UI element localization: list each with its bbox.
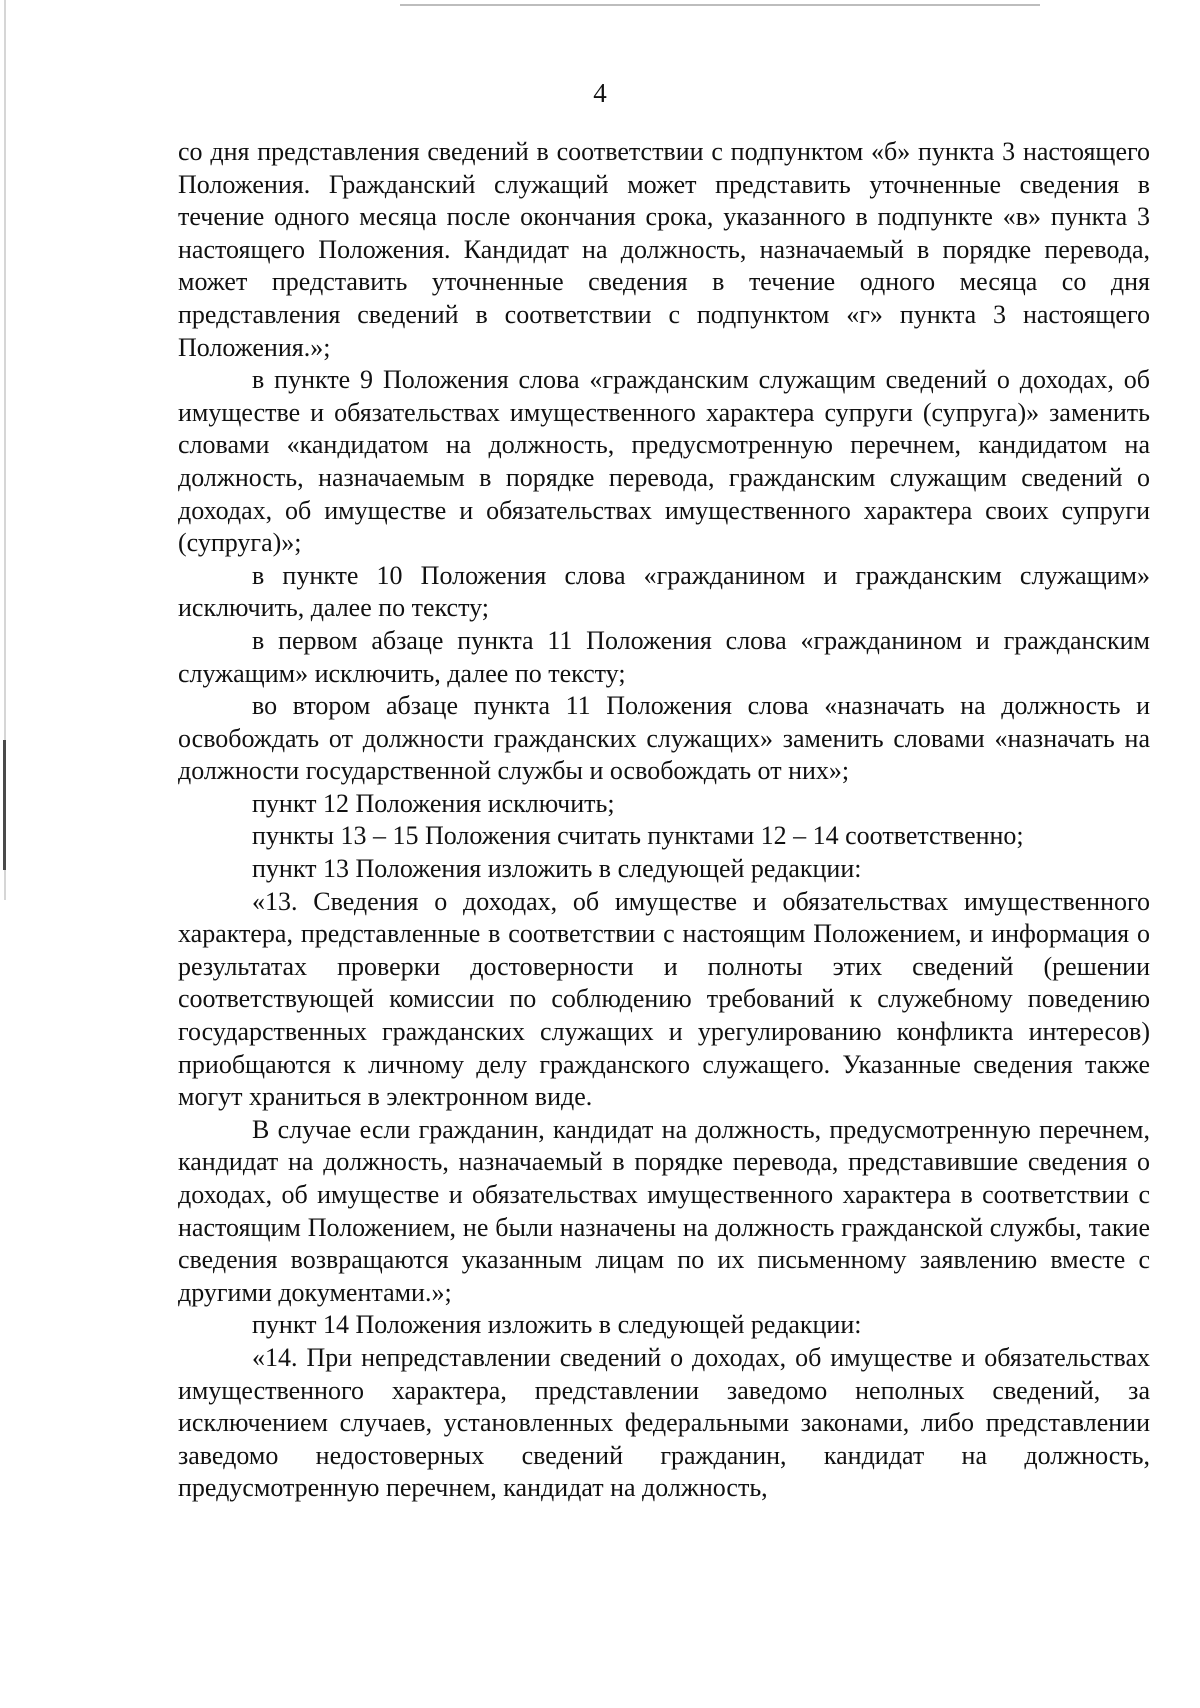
page-number: 4: [593, 78, 607, 108]
paragraph-3: в пункте 10 Положения слова «гражданином и гражданским служащим» исключить, далее по тексту;: [178, 560, 1150, 623]
paragraph-1: со дня представления сведений в соответствии с подпунктом «б» пункта 3 настоящего Положения. Гражданский служащий может представить уточненные сведения в течение одного месяца после окончания срока, указанного в подпункте «в» пункта 3 настоящего Положения. Кандидат на должность, назначаемый в порядке перевода, может представить уточненные сведения в течение одного месяца со дня представления сведений в соответствии с подпунктом «г» пункта 3 настоящего Положения.»;: [178, 137, 1150, 362]
paragraph-11: пункт 14 Положения изложить в следующей редакции:: [252, 1310, 862, 1340]
paragraph-8: пункт 13 Положения изложить в следующей редакции:: [252, 854, 862, 884]
paragraph-6: пункт 12 Положения исключить;: [252, 788, 615, 818]
scan-margin-mark: [3, 740, 6, 870]
paragraph-12: «14. При непредставлении сведений о доходах, об имуществе и обязательствах имущественного характера, представлении заведомо неполных сведений, за исключением случаев, установленных федеральными законами, либо представлении заведомо недостоверных сведений гражданин, кандидат на должность, предусмотренную перечнем, кандидат на должность,: [178, 1342, 1150, 1503]
paragraph-4: в первом абзаце пункта 11 Положения слова «гражданином и гражданским служащим» исключить, далее по тексту;: [178, 625, 1150, 688]
paragraph-5: во втором абзаце пункта 11 Положения слова «назначать на должность и освобождать от должности гражданских служащих» заменить словами «назначать на должности государственной службы и освобождать от них»;: [178, 691, 1150, 786]
document-body: [178, 136, 1150, 1505]
paragraph-9: «13. Сведения о доходах, об имуществе и обязательствах имущественного характера, представленные в соответствии с настоящим Положением, и информация о результатах проверки достоверности и полноты этих сведений (решении соответствующей комиссии по соблюдению требований к служебному поведению государственных гражданских служащих и урегулированию конфликта интересов) приобщаются к личному делу гражданского служащего. Указанные сведения также могут храниться в электронном виде.: [178, 886, 1150, 1112]
paragraph-7: пункты 13 – 15 Положения считать пунктами 12 – 14 соответственно;: [252, 821, 1024, 851]
scan-edge-top: [400, 4, 1040, 6]
paragraph-2: в пункте 9 Положения слова «гражданским служащим сведений о доходах, об имуществе и обязательствах имущественного характера супруги (супруга)» заменить словами «кандидатом на должность, предусмотренную перечнем, кандидатом на должность, назначаемым в порядке перевода, гражданским служащим сведений о доходах, об имуществе и обязательствах имущественного характера своих супруги (супруга)»;: [178, 365, 1150, 558]
paragraph-10: В случае если гражданин, кандидат на должность, предусмотренную перечнем, кандидат на должность, назначаемый в порядке перевода, представившие сведения о доходах, об имуществе и обязательствах имущественного характера в соответствии с настоящим Положением, не были назначены на должность гражданской службы, такие сведения возвращаются указанным лицам по их письменному заявлению вместе с другими документами.»;: [178, 1114, 1150, 1307]
